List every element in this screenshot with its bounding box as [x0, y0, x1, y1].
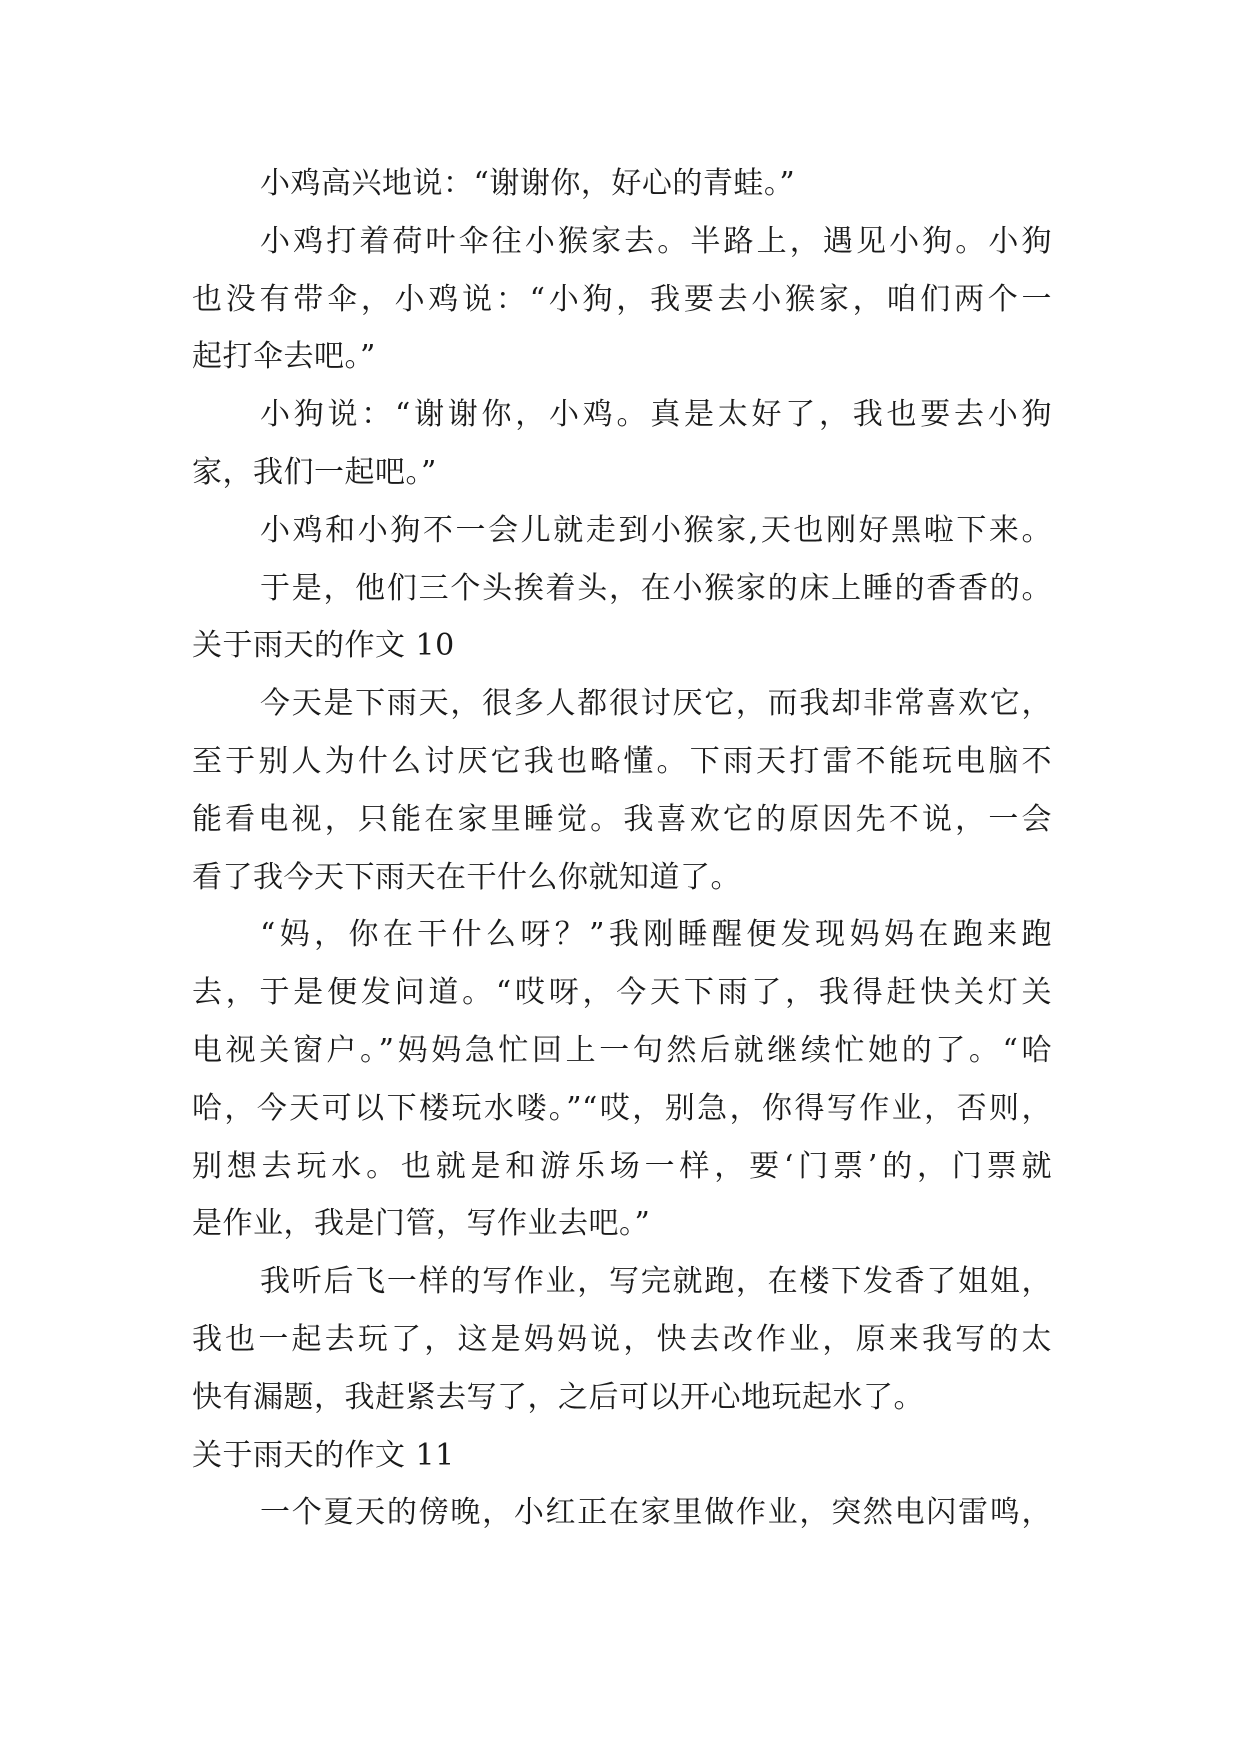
paragraph-line: 也没有带伞，小鸡说：“小狗，我要去小猴家，咱们两个一	[192, 281, 1052, 317]
paragraph-line: “妈，你在干什么呀？”我刚睡醒便发现妈妈在跑来跑	[260, 917, 1052, 953]
paragraph-line: 哈，今天可以下楼玩水喽。”“哎，别急，你得写作业，否则，	[192, 1090, 1052, 1126]
paragraph-line: 小鸡打着荷叶伞往小猴家去。半路上，遇见小狗。小狗	[260, 223, 1052, 259]
paragraph-line: 家，我们一起吧。”	[192, 454, 437, 490]
paragraph-line: 去，于是便发问道。“哎呀，今天下雨了，我得赶快关灯关	[192, 975, 1052, 1011]
section-heading: 关于雨天的作文 11	[192, 1437, 455, 1473]
paragraph-line: 能看电视，只能在家里睡觉。我喜欢它的原因先不说，一会	[192, 801, 1052, 837]
paragraph-line: 小鸡高兴地说：“谢谢你，好心的青蛙。”	[260, 166, 796, 201]
paragraph-line: 快有漏题，我赶紧去写了，之后可以开心地玩起水了。	[192, 1379, 924, 1415]
paragraph-line: 我也一起去玩了，这是妈妈说，快去改作业，原来我写的太	[192, 1321, 1052, 1357]
paragraph-line: 别想去玩水。也就是和游乐场一样，要‘门票’的，门票就	[192, 1148, 1052, 1184]
paragraph-line: 于是，他们三个头挨着头，在小猴家的床上睡的香香的。	[260, 570, 1052, 606]
document-body	[192, 155, 1052, 1542]
paragraph-line: 小狗说：“谢谢你，小鸡。真是太好了，我也要去小狗	[260, 397, 1052, 433]
paragraph-line: 至于别人为什么讨厌它我也略懂。下雨天打雷不能玩电脑不	[192, 743, 1052, 779]
paragraph-line: 看了我今天下雨天在干什么你就知道了。	[192, 859, 741, 895]
section-heading: 关于雨天的作文 10	[192, 628, 455, 664]
paragraph-line: 我听后飞一样的写作业，写完就跑，在楼下发香了姐姐，	[260, 1264, 1052, 1300]
paragraph-line: 小鸡和小狗不一会儿就走到小猴家,天也刚好黑啦下来。	[260, 512, 1052, 548]
paragraph-line: 是作业，我是门管，写作业去吧。”	[192, 1206, 651, 1242]
paragraph-line: 起打伞去吧。”	[192, 339, 376, 375]
paragraph-line: 今天是下雨天，很多人都很讨厌它，而我却非常喜欢它，	[260, 686, 1052, 722]
paragraph-line: 电视关窗户。”妈妈急忙回上一句然后就继续忙她的了。“哈	[192, 1032, 1052, 1068]
paragraph-line: 一个夏天的傍晚，小红正在家里做作业，突然电闪雷鸣，	[260, 1495, 1052, 1531]
